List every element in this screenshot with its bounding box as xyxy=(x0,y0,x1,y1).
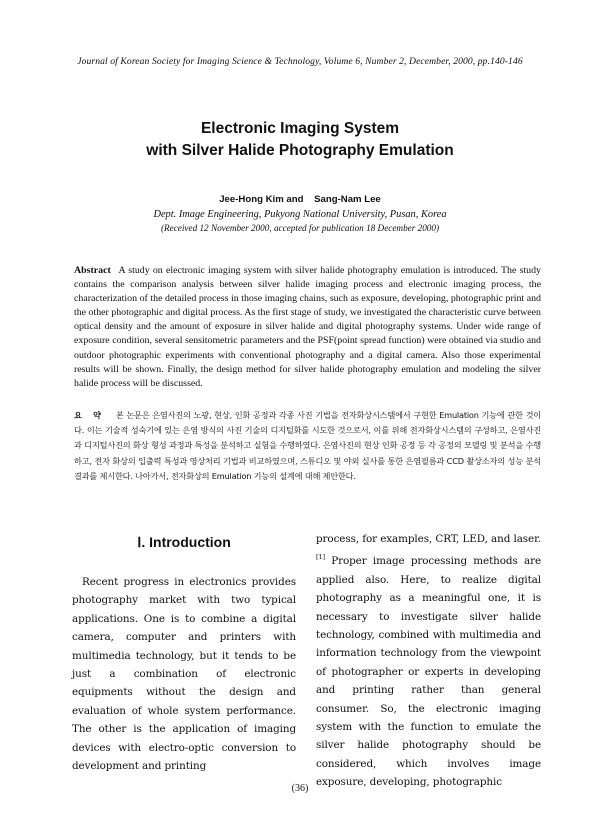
citation-ref: [1] xyxy=(316,553,325,562)
abstract xyxy=(74,264,541,391)
affiliation: Dept. Image Engineering, Pukyong National University, Pusan, Korea xyxy=(153,209,447,220)
korean-abstract xyxy=(74,408,541,484)
intro-paragraph-right xyxy=(316,530,541,792)
title-line-1: Electronic Imaging System xyxy=(200,120,400,137)
page-number: (36) xyxy=(291,783,309,794)
abstract-text: A study on electronic imaging system with silver halide photography emulation is introduced. The study contains the comparison analysis between silver halide imaging process and electronic imaging process, the characterization of the detailed process in those imaging chains, such as exposure, developing, photographic print and the other photographic and digital process. As the first stage of study, we investigated the characteristic curve between optical density and the amount of exposure in silver halide and digital photography systems. Under wide range of exposure condition, several sensitometric parameters and the PSF(point spread function) were obtained via studio and outdoor photographic experiments with conventional photography and a digital camera. Also those experimental results will be shown. Finally, the design method for silver halide photography emulation and modeling the silver halide process will be discussed. xyxy=(74,265,541,389)
abstract-label: Abstract xyxy=(74,265,111,276)
intro-right-part-1: process, for examples, CRT, LED, and laser. xyxy=(316,533,541,545)
left-column xyxy=(72,533,296,775)
author-1: Jee-Hong Kim and xyxy=(219,194,304,205)
paper-title xyxy=(0,118,600,162)
right-column xyxy=(316,530,541,792)
intro-right-part-2: Proper image processing methods are applied also. Here, to realize digital photography as a meaningful one, it is necessary to investigate silver halide technology, combined with multimedia and information technology from the viewpoint of photographer or experts in developing and printing rather than general consumer. So, the electronic imaging system with the function to emulate the silver halide photography should be considered, which involves image exposure, developing, photographic xyxy=(316,555,541,789)
section-title: Ⅰ. Introduction xyxy=(137,534,231,550)
authors xyxy=(0,194,600,205)
korean-abstract-text: 본 논문은 은염사진의 노광, 현상, 인화 공정과 각종 사진 기법을 전자화상시스템에서 구현한 Emulation 기능에 관한 것이다. 이는 기술적 성숙기에 있는 은염 방식의 사진 기술의 디지털화를 시도한 것으로서, 이를 위해 전자화상시스템의 구성하고, 은염사진과 디지털사진의 화상 형성 과정과 특성을 분석하고 실험을 수행하였다. 은염사진의 현상 인화 공정 등 각 공정의 모델링 및 분석을 수행하고, 전자 화상의 입출력 특성과 영상처리 기법과 비교하였으며, 스튜디오 및 야외 실사를 통한 은염필름과 CCD 촬상소자의 성능 분석 결과를 제시한다. 나아가서, 전자화상의 Emulation 기능의 설계에 대해 제안한다. xyxy=(74,410,541,481)
korean-abstract-label: 요 약 xyxy=(74,410,106,420)
received-dates: (Received 12 November 2000, accepted for publication 18 December 2000) xyxy=(160,223,440,233)
author-2: Sang-Nam Lee xyxy=(314,194,381,205)
intro-paragraph-left: Recent progress in electronics provides photography market with two typical applications. One is to combine a digital camera, computer and printers with multimedia technology, but it tends to be just a combination of electronic equipments without the design and evaluation of whole system performance. The other is the application of imaging devices with electro-optic conversion to development and printing xyxy=(72,576,296,773)
journal-header: Journal of Korean Society for Imaging Science & Technology, Volume 6, Number 2, December, 2000, pp.140-146 xyxy=(77,56,523,67)
title-line-2: with Silver Halide Photography Emulation xyxy=(146,142,454,159)
